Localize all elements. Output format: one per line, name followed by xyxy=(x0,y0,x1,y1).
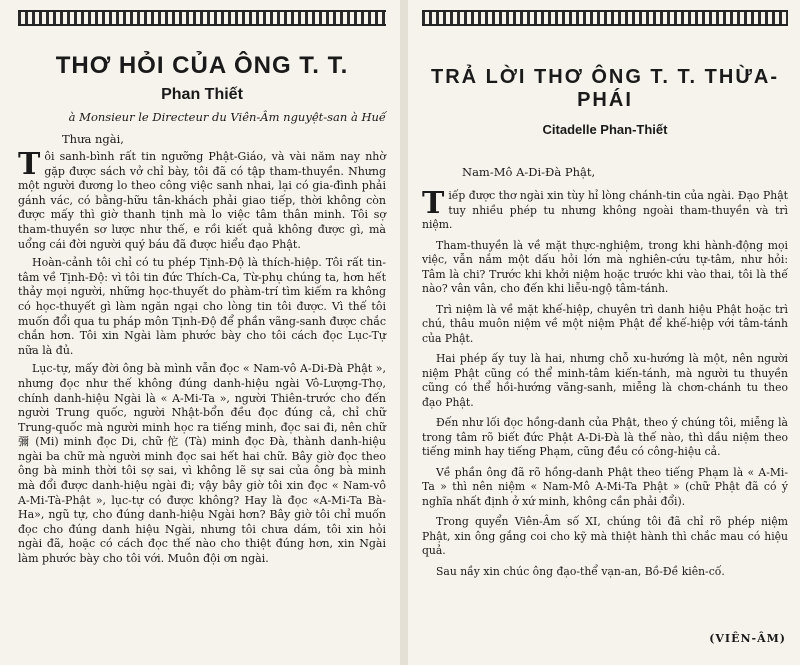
right-salutation: Nam-Mô A-Di-Đà Phật, xyxy=(462,165,596,179)
right-paragraph-4: Hai phép ấy tuy là hai, nhưng chỗ xu-hướng là một, nên người niệm Phật cũng có thể minh-tâm kiến-tánh, mà người tu thuyền cũng có thể hồi-hướng vãng-sanh, miễng là chơn-chánh tu theo đạo Phật. xyxy=(422,352,788,409)
right-paragraph-5: Đến như lối đọc hồng-danh của Phật, theo ý chúng tôi, miễng là trong tâm rõ biết đức Phật A-Di-Đà là thế nào, thì dầu niệm theo tiếng minh hay tiếng Phạm, cũng đều có công-hiệu cả. xyxy=(422,416,788,458)
right-paragraph-7: Trong quyển Viên-Âm số XI, chúng tôi đã chỉ rõ phép niệm Phật, xin ông gắng coi cho kỹ mà thiệt hành thì chắc mau có hiệu quả. xyxy=(422,515,788,557)
decorative-border xyxy=(422,10,788,26)
dropcap: T xyxy=(18,147,41,182)
left-title: THƠ HỎI CỦA ÔNG T. T. xyxy=(55,52,349,79)
left-subtitle: Phan Thiết xyxy=(161,86,243,103)
right-page xyxy=(408,0,800,665)
dropcap: T xyxy=(422,186,445,221)
left-paragraph-2: Hoàn-cảnh tôi chỉ có tu phép Tịnh-Độ là thích-hiệp. Tôi rất tin-tâm về Tịnh-Độ: vì tôi tin đức Thích-Ca, Từ-phụ chúng ta, hơn hết thảy mọi người, những học-thuyết do phàm-trí tìm kiếm ra không có học-thuyết gì làm ngăn ngại cho lòng tin tôi được. Vì thế tôi muốn đổi qua tu pháp môn Tịnh-Độ để phần vãng-sanh được chắc chắn hơn. Tôi xin Ngài làm phước bày cho tôi cách đọc Lục-Tự nữa là đủ. xyxy=(18,256,386,357)
decorative-border xyxy=(18,10,386,26)
right-paragraph-2: Tham-thuyền là về mặt thực-nghiệm, trong khi hành-động mọi việc, vẫn nắm một dấu hỏi lớn mà nghiên-cứu tự-tâm, như hỏi: Tâm là chi? Trước khi khởi niệm hoặc trước khi vào thai, tôi là thế nào? vân vân, cho đến khi liễu-ngộ tâm-tánh. xyxy=(422,238,788,295)
right-paragraph-3: Trì niệm là về mặt khế-hiệp, chuyên trì danh hiệu Phật hoặc trì chú, thâu muôn niệm về một niệm Phật để khế-hiệp với tâm-tánh của Phật. xyxy=(422,302,788,345)
right-paragraph-8: Sau nầy xin chúc ông đạo-thể vạn-an, Bồ-Đề kiên-cố. xyxy=(436,564,725,578)
right-paragraph-6: Về phần ông đã rõ hồng-danh Phật theo tiếng Phạm là « A-Mi-Ta » thì nên niệm « Nam-Mô A-Mi-Ta Phật » (chữ Phật đã có ý nghĩa nhất định ở xứ minh, không cần phải đổi). xyxy=(422,465,788,508)
page-gutter xyxy=(400,0,408,665)
right-body xyxy=(422,186,788,579)
left-salutation: Thưa ngài, xyxy=(62,132,124,146)
right-paragraph-1: Tiếp được thơ ngài xin tùy hỉ lòng chánh-tin của ngài. Đạo Phật tuy nhiều phép tu nhưng không ngoài tham-thuyền và trì niệm. xyxy=(422,186,788,231)
right-subtitle: Citadelle Phan-Thiết xyxy=(542,122,668,137)
left-body xyxy=(18,147,386,567)
left-paragraph-1: Tôi sanh-bình rất tin ngưỡng Phật-Giáo, và vài năm nay nhờ gặp được sách vở chỉ bày, tôi đã có tập tham-thuyền. Nhưng một người đương lo theo công việc sanh nhai, lại có gia-đình phải gánh vác, có bằng-hữu tân-khách phải giao tiếp, thời không còn được mấy thì giờ thanh tịnh mà lo việc tâm thân minh. Tôi sợ tham-thuyền sơ lược như thế, e rồi kiết quả không được gì, mà uổng cái đời người quý báu đã được hiểu đạo Phật. xyxy=(18,147,386,251)
signature: (VIÊN-ÂM) xyxy=(709,632,786,645)
right-title: TRẢ LỜI THƠ ÔNG T. T. THỪA-PHÁI xyxy=(430,66,780,111)
dedication-line: à Monsieur le Directeur du Viên-Âm nguyệt-san à Huế xyxy=(68,110,386,124)
left-paragraph-3: Lục-tự, mấy đời ông bà mình vẫn đọc « Nam-vô A-Di-Đà Phật », nhưng đọc như thế không đúng danh-hiệu ngài Vô-Lượng-Thọ, chính danh-hiệu Ngài là « A-Mi-Ta », người Thiên-trước cho đến người Trung quốc, người Nhật-bổn đều đọc đúng cả, chỉ chữ Trung-quốc mà người minh học ra tiếng minh, đọc sai đi, nên chữ 彌 (Mi) minh đọc Di, chữ 佗 (Tà) minh đọc Đà, thành danh-hiệu ngài ba chữ mà người minh đọc sai hết hai chữ. Bây giờ đọc theo ông bà minh thời tôi sợ sai, vì không lẽ sự sai của ông bà minh mà đổi được danh-hiệu ngài đi; vậy bây giờ tôi xin đọc « Nam-vô A-Mi-Tà-Phật », lục-tự có được không? Hay là đọc «A-Mi-Ta Bà-Ha», ngũ tự, cho đúng danh-hiệu Ngài hơn? Bây giờ tôi chỉ muốn đọc cho đúng danh hiệu Ngài, nhưng tôi chưa dám, tôi xin hỏi ngài đã, hoặc có cách đọc thế nào cho thiệt đúng hơn, xin Ngài làm phước bày cho tôi với. Muôn đội ơn ngài. xyxy=(18,362,386,566)
